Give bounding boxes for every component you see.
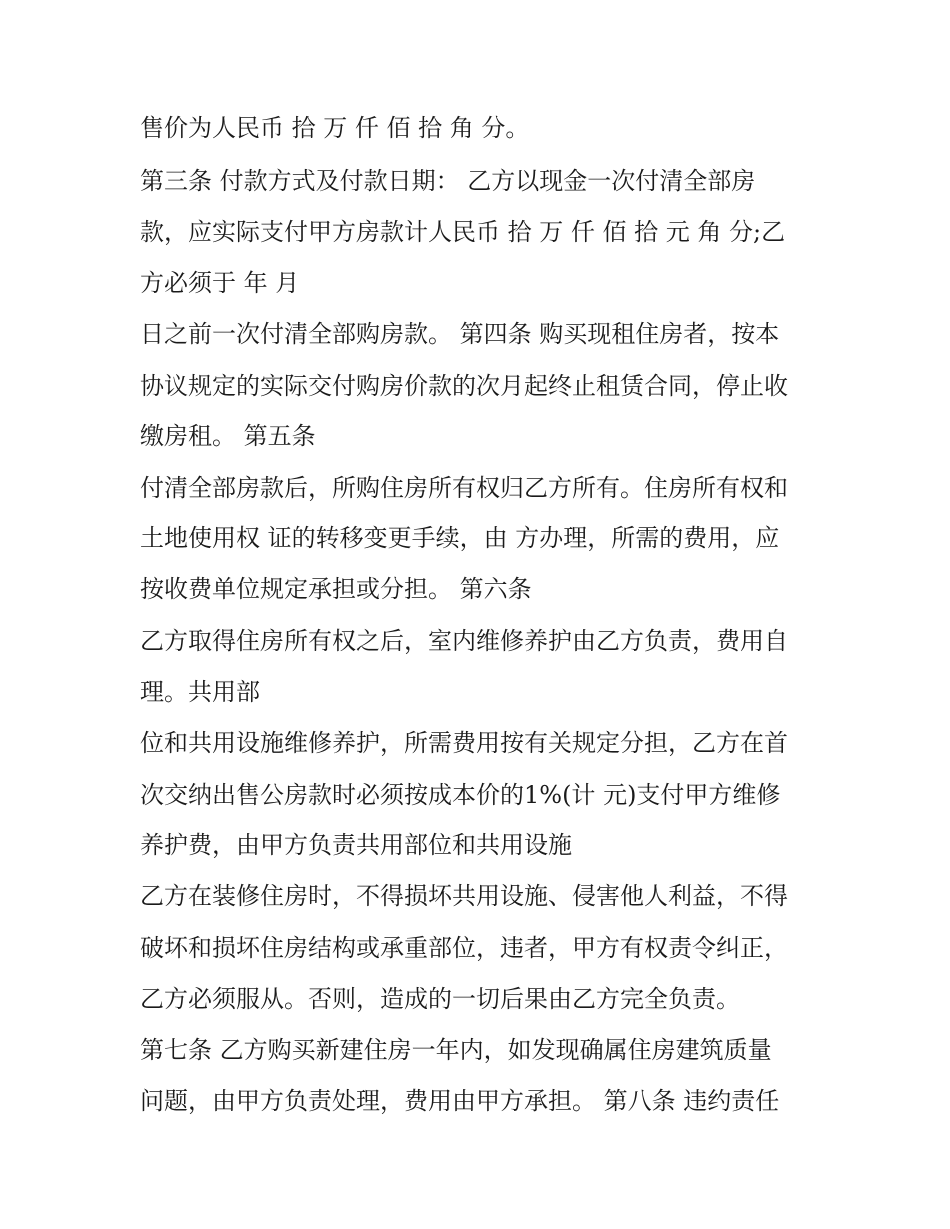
text-line: 付清全部房款后，所购住房所有权归乙方所有。住房所有权和 [140,474,788,502]
text-line: 土地使用权 证的转移变更手续，由 方办理，所需的费用，应 [140,524,780,552]
text-line: 协议规定的实际交付购房价款的次月起终止租赁合同，停止收 [140,372,788,400]
text-line: 日之前一次付清全部购房款。 第四条 购买现租住房者，按本 [140,320,780,348]
text-line: 方必须于 年 月 [140,269,300,297]
text-line: 第三条 付款方式及付款日期： 乙方以现金一次付清全部房 [140,167,756,195]
text-line: 问题，由甲方负责处理，费用由甲方承担。 第八条 违约责任 [140,1087,780,1115]
text-line: 按收费单位规定承担或分担。 第六条 [140,575,532,603]
text-line: 次交纳出售公房款时必须按成本价的1%(计 元)支付甲方维修 [140,781,781,809]
text-line: 乙方必须服从。否则，造成的一切后果由乙方完全负责。 [140,985,740,1013]
text-line: 乙方在装修住房时，不得损坏共用设施、侵害他人利益，不得 [140,882,788,910]
text-line: 破坏和损坏住房结构或承重部位，违者，甲方有权责令纠正， [140,934,788,962]
text-line: 款，应实际支付甲方房款计人民币 拾 万 仟 佰 拾 元 角 分;乙 [140,218,786,246]
text-line: 缴房租。 第五条 [140,422,316,450]
text-line: 售价为人民币 拾 万 仟 佰 拾 角 分。 [140,114,530,142]
text-line: 养护费，由甲方负责共用部位和共用设施 [140,831,572,859]
text-line: 乙方取得住房所有权之后，室内维修养护由乙方负责，费用自 [140,627,788,655]
text-line: 位和共用设施维修养护，所需费用按有关规定分担，乙方在首 [140,729,788,757]
text-line: 第七条 乙方购买新建住房一年内，如发现确属住房建筑质量 [140,1036,772,1064]
text-line: 理。共用部 [140,678,260,706]
